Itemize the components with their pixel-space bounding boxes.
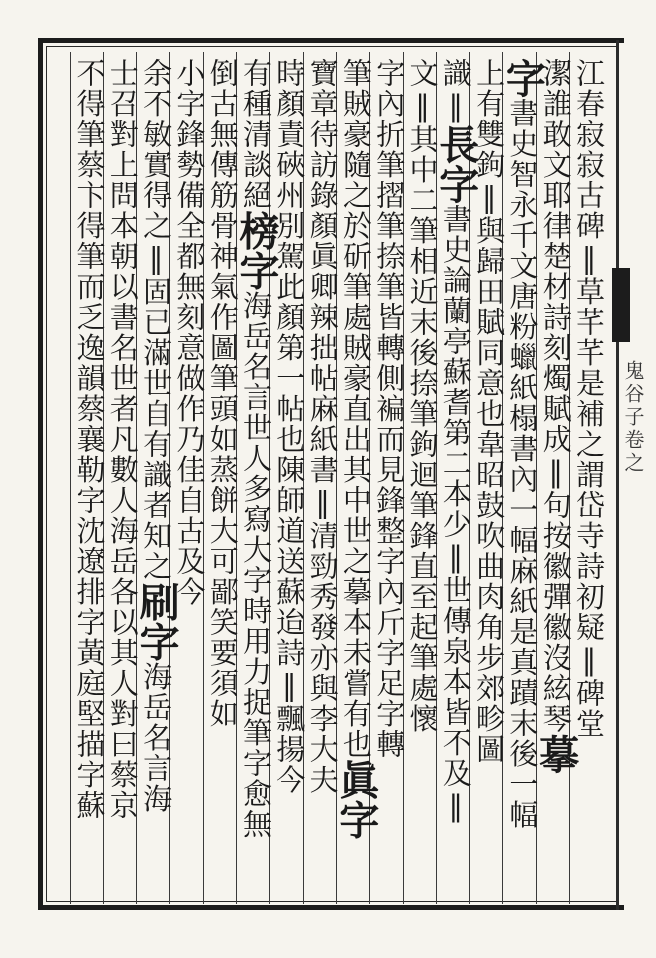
column-text: 士召對上問本朝以書名世者凡數人海岳各以其人對曰蔡京 — [105, 58, 140, 821]
column-text: 江春寂寂古碑 — [572, 58, 606, 241]
column-text: ‖ — [405, 88, 440, 124]
edge-label: 鬼谷子卷之 — [621, 360, 645, 475]
column-text: ‖ — [572, 241, 606, 277]
column-text: ‖ — [139, 241, 174, 277]
column-text: 余不敏實得之 — [139, 58, 174, 241]
column-text: 倒古無傳 — [205, 58, 240, 180]
column-text: ‖ — [272, 668, 307, 704]
column-text: 碑堂 — [572, 678, 606, 739]
column-text: ‖ — [438, 788, 473, 824]
column-text: ‖ — [305, 485, 340, 521]
column-text: 與歸田賦同意也韋昭鼓吹曲肉角步郊畛圖 — [472, 215, 507, 765]
entry-headword: 字 — [499, 58, 547, 98]
column-text: ‖ — [438, 539, 473, 575]
column-text: 上有雙鉤 — [472, 58, 507, 180]
column-text: 識 — [438, 58, 473, 89]
column-text: ‖ — [538, 454, 573, 490]
column-text: 筋骨神氣作圖筆頭如蒸餅大可鄙笑要須如 — [205, 180, 240, 729]
column-text: ‖ — [572, 642, 606, 678]
column-text: 字內折筆摺筆捺筆皆轉側褊而見鋒整字內斤字足字轉 — [372, 58, 407, 760]
entry-headword: 刷字 — [133, 581, 181, 662]
column-text: 海岳名言海 — [139, 661, 174, 814]
column-text: 文 — [405, 58, 440, 89]
column-text: 不得筆蔡卞得筆而乏逸韻蔡襄勒字沈遼排字黃庭堅描字蘇 — [72, 58, 107, 821]
column-text: 固已滿世自有識者知之 — [139, 276, 174, 582]
entry-headword: 眞字 — [332, 759, 380, 840]
column-text: 小字鋒勢備全都無刻意做作乃佳自古及今 — [172, 58, 207, 607]
column-text: 書史智永千文唐粉蠟紙榻書內一幅麻紙是真蹟末後一幅 — [505, 98, 540, 830]
entry-headword: 榜字 — [233, 210, 280, 291]
column-text: 有種清談絕 — [239, 58, 273, 211]
column-text: 草芊芊是補之謂岱寺詩初疑 — [572, 276, 606, 643]
column-text: 清勁秀發亦與李大夫 — [305, 520, 340, 795]
column-text: ‖ — [438, 88, 473, 124]
column-text: 飄揚今 — [272, 703, 307, 795]
page-edge-line — [616, 40, 619, 910]
text-column-16 — [68, 58, 112, 898]
fishtail-mark — [612, 268, 630, 342]
entry-headword: 長字 — [432, 124, 480, 204]
column-text: 海岳名言世人多寫大字時用力捉筆字愈無 — [239, 290, 273, 840]
column-text: 潔誰敢文耶律楚材詩刻燭賦成 — [538, 58, 573, 455]
column-text: 寶章待訪錄顏眞卿辣拙帖麻紙書 — [305, 58, 340, 485]
column-text: 句按徽彈徽沒絃琴 — [538, 490, 573, 734]
column-text: 時顏責硤州別駕此顏第一帖也陳師道送蘇迨詩 — [272, 58, 307, 668]
entry-headword: 摹 — [532, 734, 580, 774]
column-text: 書史論蘭亭蘇耆第二本少 — [438, 204, 473, 540]
column-text: 世傳泉本皆不及 — [438, 575, 473, 789]
column-text: 筆賊豪隨之於斫筆處賊豪直出其中世之摹本未嘗有也 — [338, 58, 373, 760]
column-text: 其中二筆相近末後捺筆鉤迴筆鋒直至起筆處懷 — [405, 124, 440, 734]
column-text: ‖ — [472, 180, 507, 216]
